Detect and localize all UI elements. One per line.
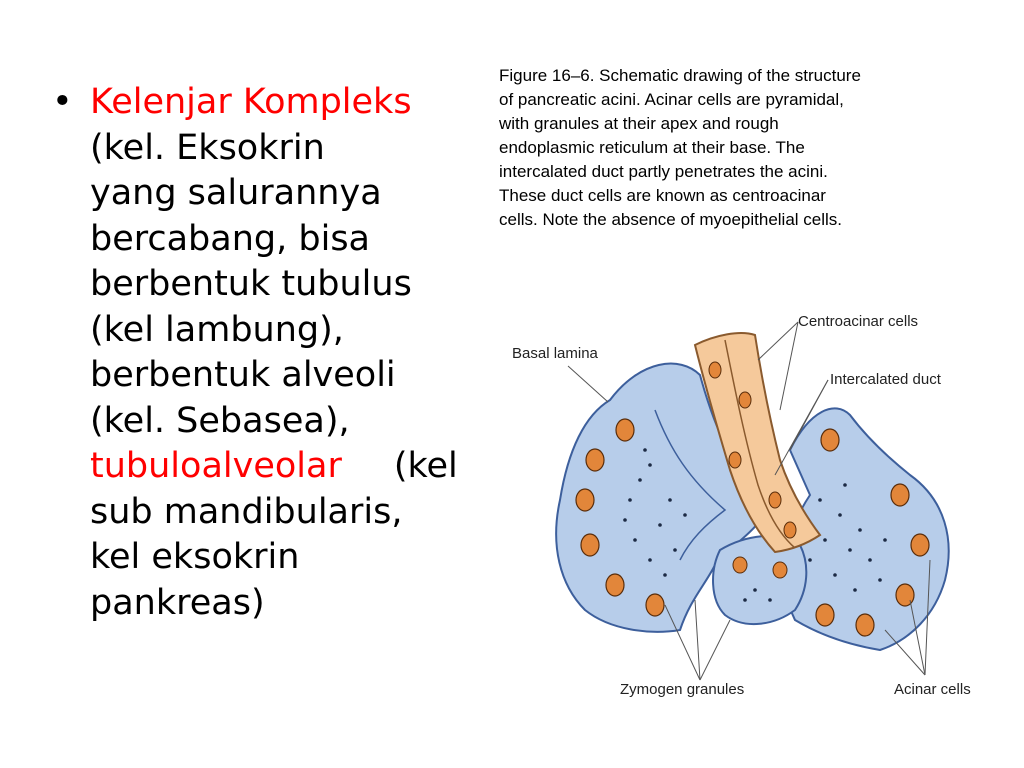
nucleus: [606, 574, 624, 596]
label-centroacinar-cells: Centroacinar cells: [798, 313, 919, 330]
nucleus: [646, 594, 664, 616]
nucleus: [891, 484, 909, 506]
bullet-line: (kel. Sebasea),: [90, 400, 350, 441]
bullet-heading: Kelenjar Kompleks: [90, 82, 412, 122]
highlight-word: tubuloalveolar: [90, 446, 342, 486]
nucleus: [616, 419, 634, 441]
bullet-line: bercabang, bisa: [90, 218, 370, 259]
duct-nucleus: [709, 362, 721, 378]
bullet-line: berbentuk tubulus: [90, 264, 412, 304]
bullet-line: kel eksokrin: [90, 537, 300, 577]
bullet-marker: •: [52, 82, 73, 122]
bullet-line: sub mandibularis,: [90, 491, 403, 532]
bullet-line: pankreas): [90, 582, 265, 623]
bullet-text: [90, 80, 510, 626]
nucleus: [911, 534, 929, 556]
label-zymogen-granules: Zymogen granules: [620, 681, 745, 698]
nucleus: [896, 584, 914, 606]
highlight-suffix: (kel: [393, 446, 458, 486]
caption-line: Figure 16–6. Schematic drawing of the structure: [499, 66, 861, 85]
caption-line: cells. Note the absence of myoepithelial cells.: [499, 210, 843, 229]
caption-line: with granules at their apex and rough: [499, 114, 779, 133]
caption-line: These duct cells are known as centroacinar: [499, 186, 826, 205]
nucleus: [856, 614, 874, 636]
nucleus: [816, 604, 834, 626]
duct-nucleus: [739, 392, 751, 408]
duct-nucleus: [784, 522, 796, 538]
caption-line: endoplasmic reticulum at their base. The: [499, 138, 805, 157]
nucleus: [821, 429, 839, 451]
nucleus: [581, 534, 599, 556]
label-intercalated-duct: Intercalated duct: [830, 371, 941, 388]
caption-line: of pancreatic acini. Acinar cells are pyramidal,: [499, 90, 844, 109]
bullet-highlight-line: [90, 444, 510, 490]
nucleus: [576, 489, 594, 511]
label-acinar-cells: Acinar cells: [894, 681, 971, 698]
bullet-line: berbentuk alveoli: [90, 355, 396, 395]
bullet-line: yang salurannya: [90, 173, 382, 213]
bullet-line: (kel lambung),: [90, 309, 344, 350]
caption-line: intercalated duct partly penetrates the acini.: [499, 162, 828, 181]
pancreatic-acini-diagram: [490, 300, 1010, 710]
bullet-line: (kel. Eksokrin: [90, 127, 325, 168]
nucleus: [733, 557, 747, 573]
nucleus: [586, 449, 604, 471]
duct-nucleus: [729, 452, 741, 468]
duct-nucleus: [769, 492, 781, 508]
label-basal-lamina: Basal lamina: [512, 345, 598, 362]
nucleus: [773, 562, 787, 578]
figure-caption: [499, 64, 999, 232]
